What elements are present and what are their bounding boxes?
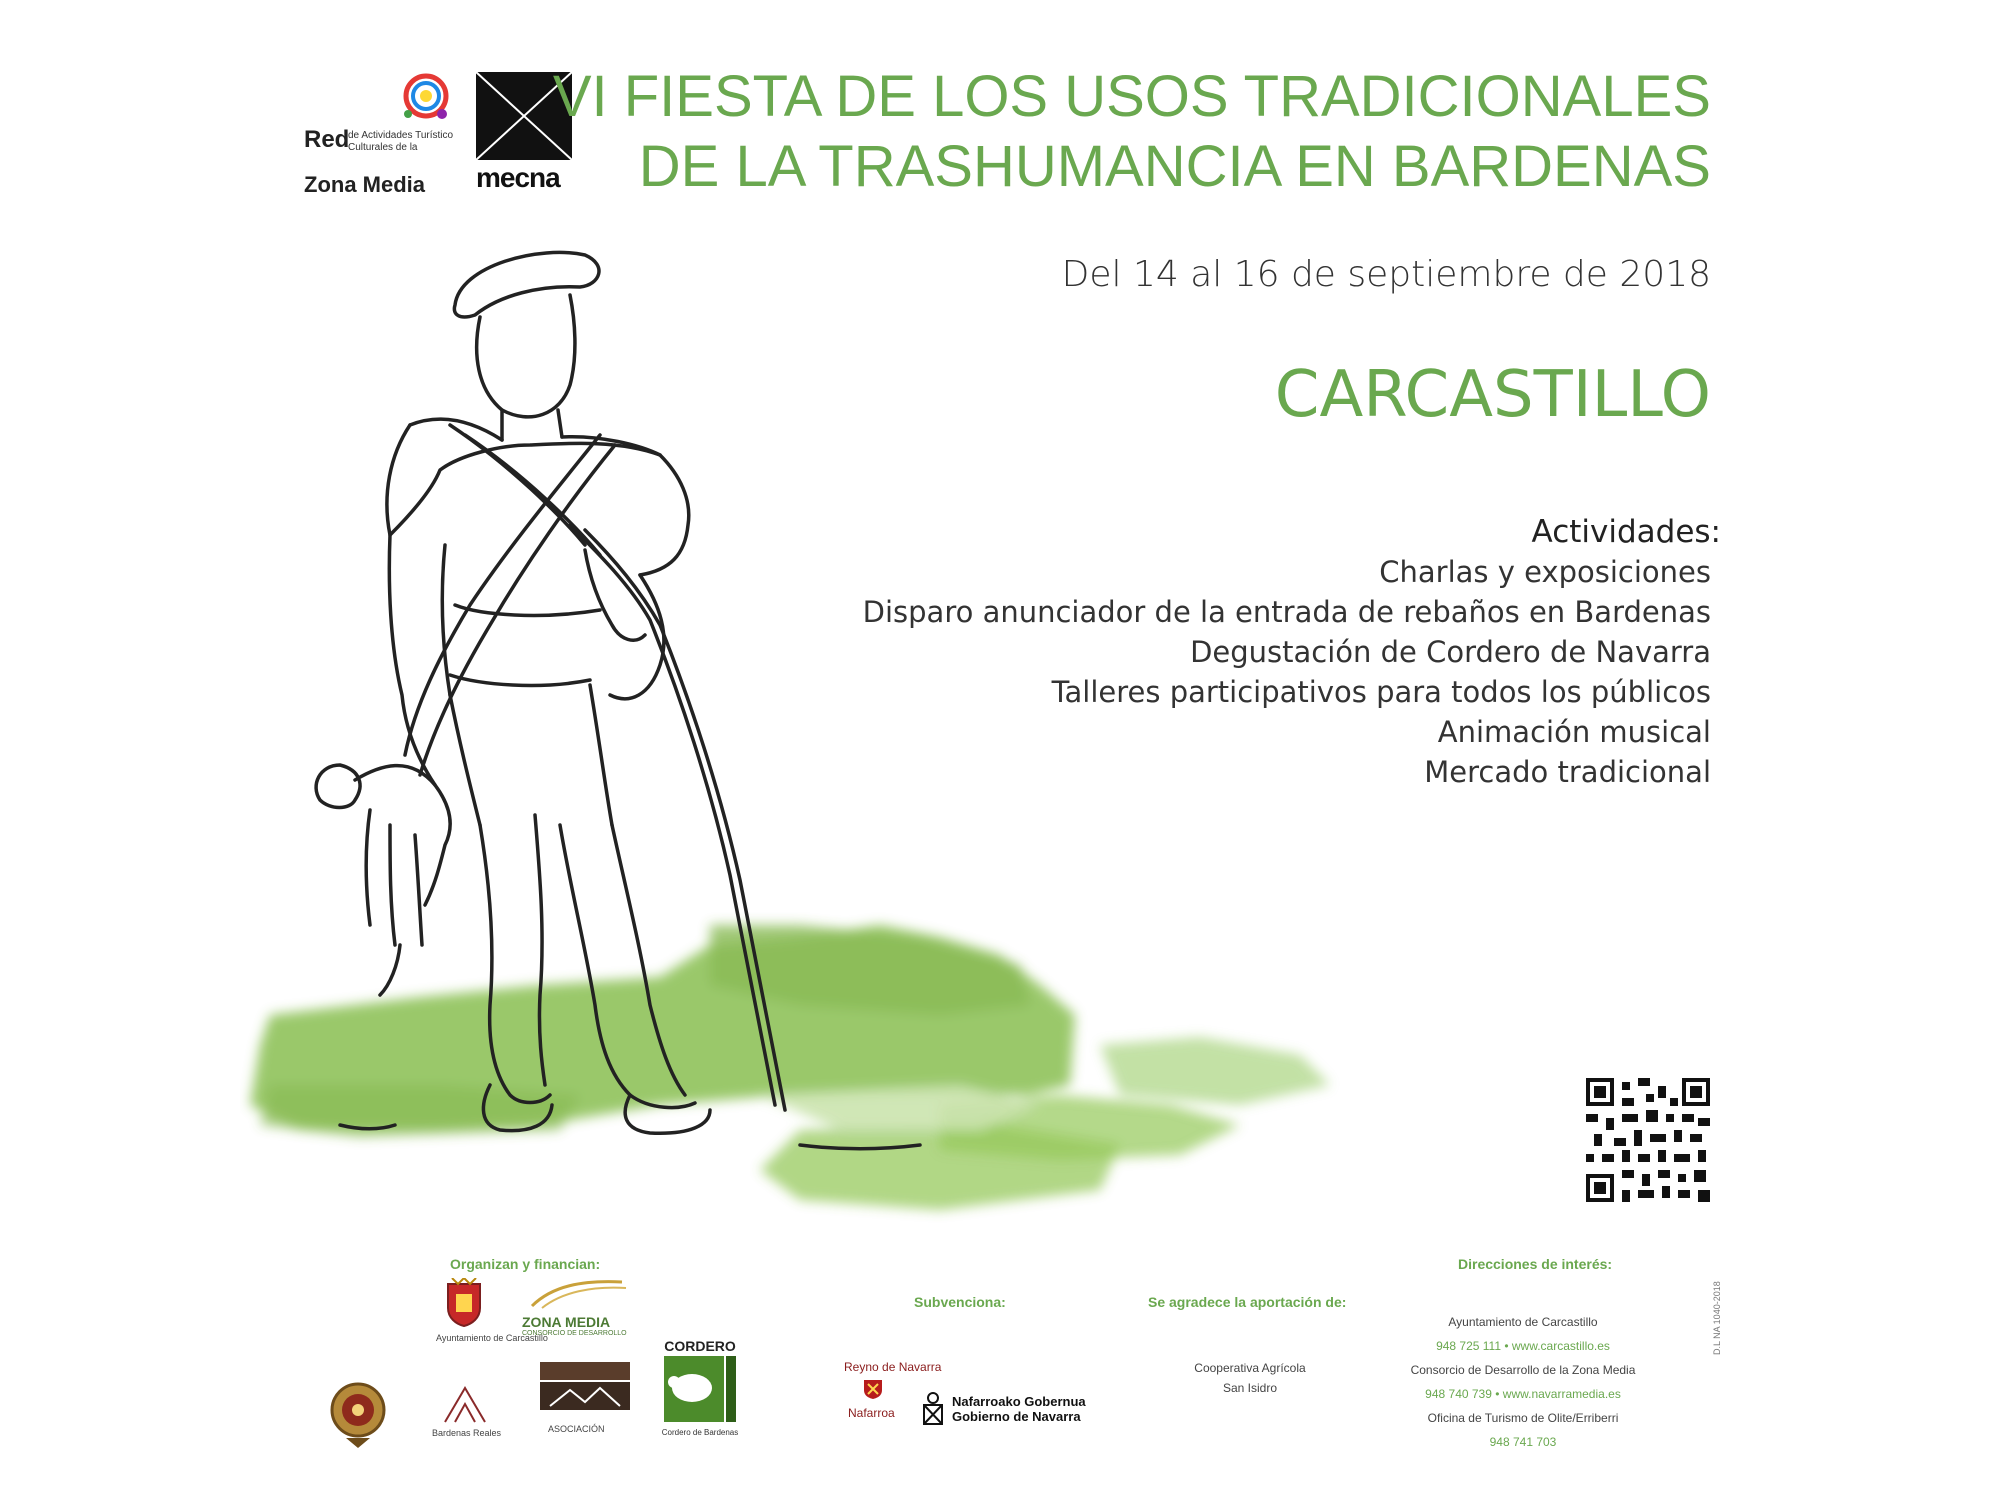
activity-item: Mercado tradicional xyxy=(1424,755,1711,789)
round-seal-icon xyxy=(330,1380,386,1450)
zona-media-logo-text: ZONA MEDIA xyxy=(522,1314,611,1330)
event-date: Del 14 al 16 de septiembre de 2018 xyxy=(1061,254,1711,295)
red-logo-title: Red xyxy=(304,126,350,153)
contact-name: Consorcio de Desarrollo de la Zona Media xyxy=(1410,1363,1636,1377)
activity-item: Animación musical xyxy=(1437,715,1711,749)
coop-line-2: San Isidro xyxy=(1222,1381,1278,1395)
red-logo-subtitle: de Actividades Turístico Culturales de la xyxy=(348,130,454,153)
activity-item: Degustación de Cordero de Navarra xyxy=(1190,635,1711,669)
activity-item: Disparo anunciador de la entrada de rebaños en Bardenas xyxy=(862,595,1711,629)
bardenas-peak-icon xyxy=(440,1384,490,1424)
title-line-2: DE LA TRASHUMANCIA EN BARDENAS xyxy=(638,134,1711,199)
navarra-shield-icon xyxy=(862,1378,884,1400)
legal-deposit: D.L NA 1040-2018 xyxy=(1712,1281,1722,1355)
contact-name: Ayuntamiento de Carcastillo xyxy=(1448,1315,1598,1329)
gobierno-chain-icon xyxy=(922,1392,944,1426)
shepherd-illustration xyxy=(240,225,1410,1265)
subvenciona-label: Subvenciona: xyxy=(914,1294,1006,1310)
ayuntamiento-caption: Ayuntamiento de Carcastillo xyxy=(436,1333,548,1343)
cordero-logo-title: CORDERO xyxy=(664,1338,736,1354)
page-title xyxy=(553,62,1711,202)
gobierno-line-1: Nafarroako Gobernua xyxy=(952,1394,1086,1409)
organizan-label: Organizan y financian: xyxy=(450,1256,601,1272)
mecna-logo-text: mecna xyxy=(476,162,560,193)
activity-item: Charlas y exposiciones xyxy=(1379,555,1711,589)
ayuntamiento-crest-icon xyxy=(444,1278,484,1328)
contact-detail: 948 741 703 xyxy=(1489,1435,1557,1449)
red-zona-media-logo xyxy=(300,68,460,197)
asociacion-caption: ASOCIACIÓN xyxy=(548,1424,605,1434)
contact-name: Oficina de Turismo de Olite/Erriberri xyxy=(1427,1411,1619,1425)
coop-line-1: Cooperativa Agrícola xyxy=(1194,1361,1306,1375)
activities-heading: Actividades: xyxy=(1531,514,1721,550)
green-wash-shape xyxy=(250,925,1330,1210)
red-swirl-icon xyxy=(398,70,454,126)
zona-media-logo xyxy=(522,1276,632,1336)
agradece-label: Se agradece la aportación de: xyxy=(1148,1294,1347,1310)
contact-detail[interactable]: 948 740 739 • www.navarramedia.es xyxy=(1425,1387,1621,1401)
cordero-logo xyxy=(660,1338,740,1448)
contacts-list xyxy=(1408,1310,1638,1454)
activity-item: Talleres participativos para todos los públicos xyxy=(1051,675,1711,709)
cooperativa-text xyxy=(1170,1358,1330,1398)
gobierno-line-2: Gobierno de Navarra xyxy=(952,1409,1081,1424)
zona-media-wave-icon xyxy=(522,1276,632,1310)
gobierno-navarra-logo xyxy=(922,1392,1086,1426)
zona-media-logo-sub: CONSORCIO DE DESARROLLO xyxy=(522,1330,627,1337)
asociacion-logo-icon xyxy=(540,1362,630,1422)
direcciones-label: Direcciones de interés: xyxy=(1458,1256,1613,1272)
event-city: CARCASTILLO xyxy=(1274,358,1711,432)
qr-code-icon[interactable] xyxy=(1586,1078,1710,1202)
bardenas-caption: Bardenas Reales xyxy=(432,1428,502,1438)
reyno-bottom-text: Nafarroa xyxy=(848,1406,895,1420)
red-logo-zona: Zona Media xyxy=(304,172,426,197)
sheep-icon xyxy=(660,1354,740,1424)
reyno-top-text: Reyno de Navarra xyxy=(844,1360,942,1374)
contact-detail[interactable]: 948 725 111 • www.carcastillo.es xyxy=(1436,1339,1610,1353)
title-line-1: VI FIESTA DE LOS USOS TRADICIONALES xyxy=(552,64,1711,129)
cordero-caption: Cordero de Bardenas xyxy=(661,1428,739,1437)
